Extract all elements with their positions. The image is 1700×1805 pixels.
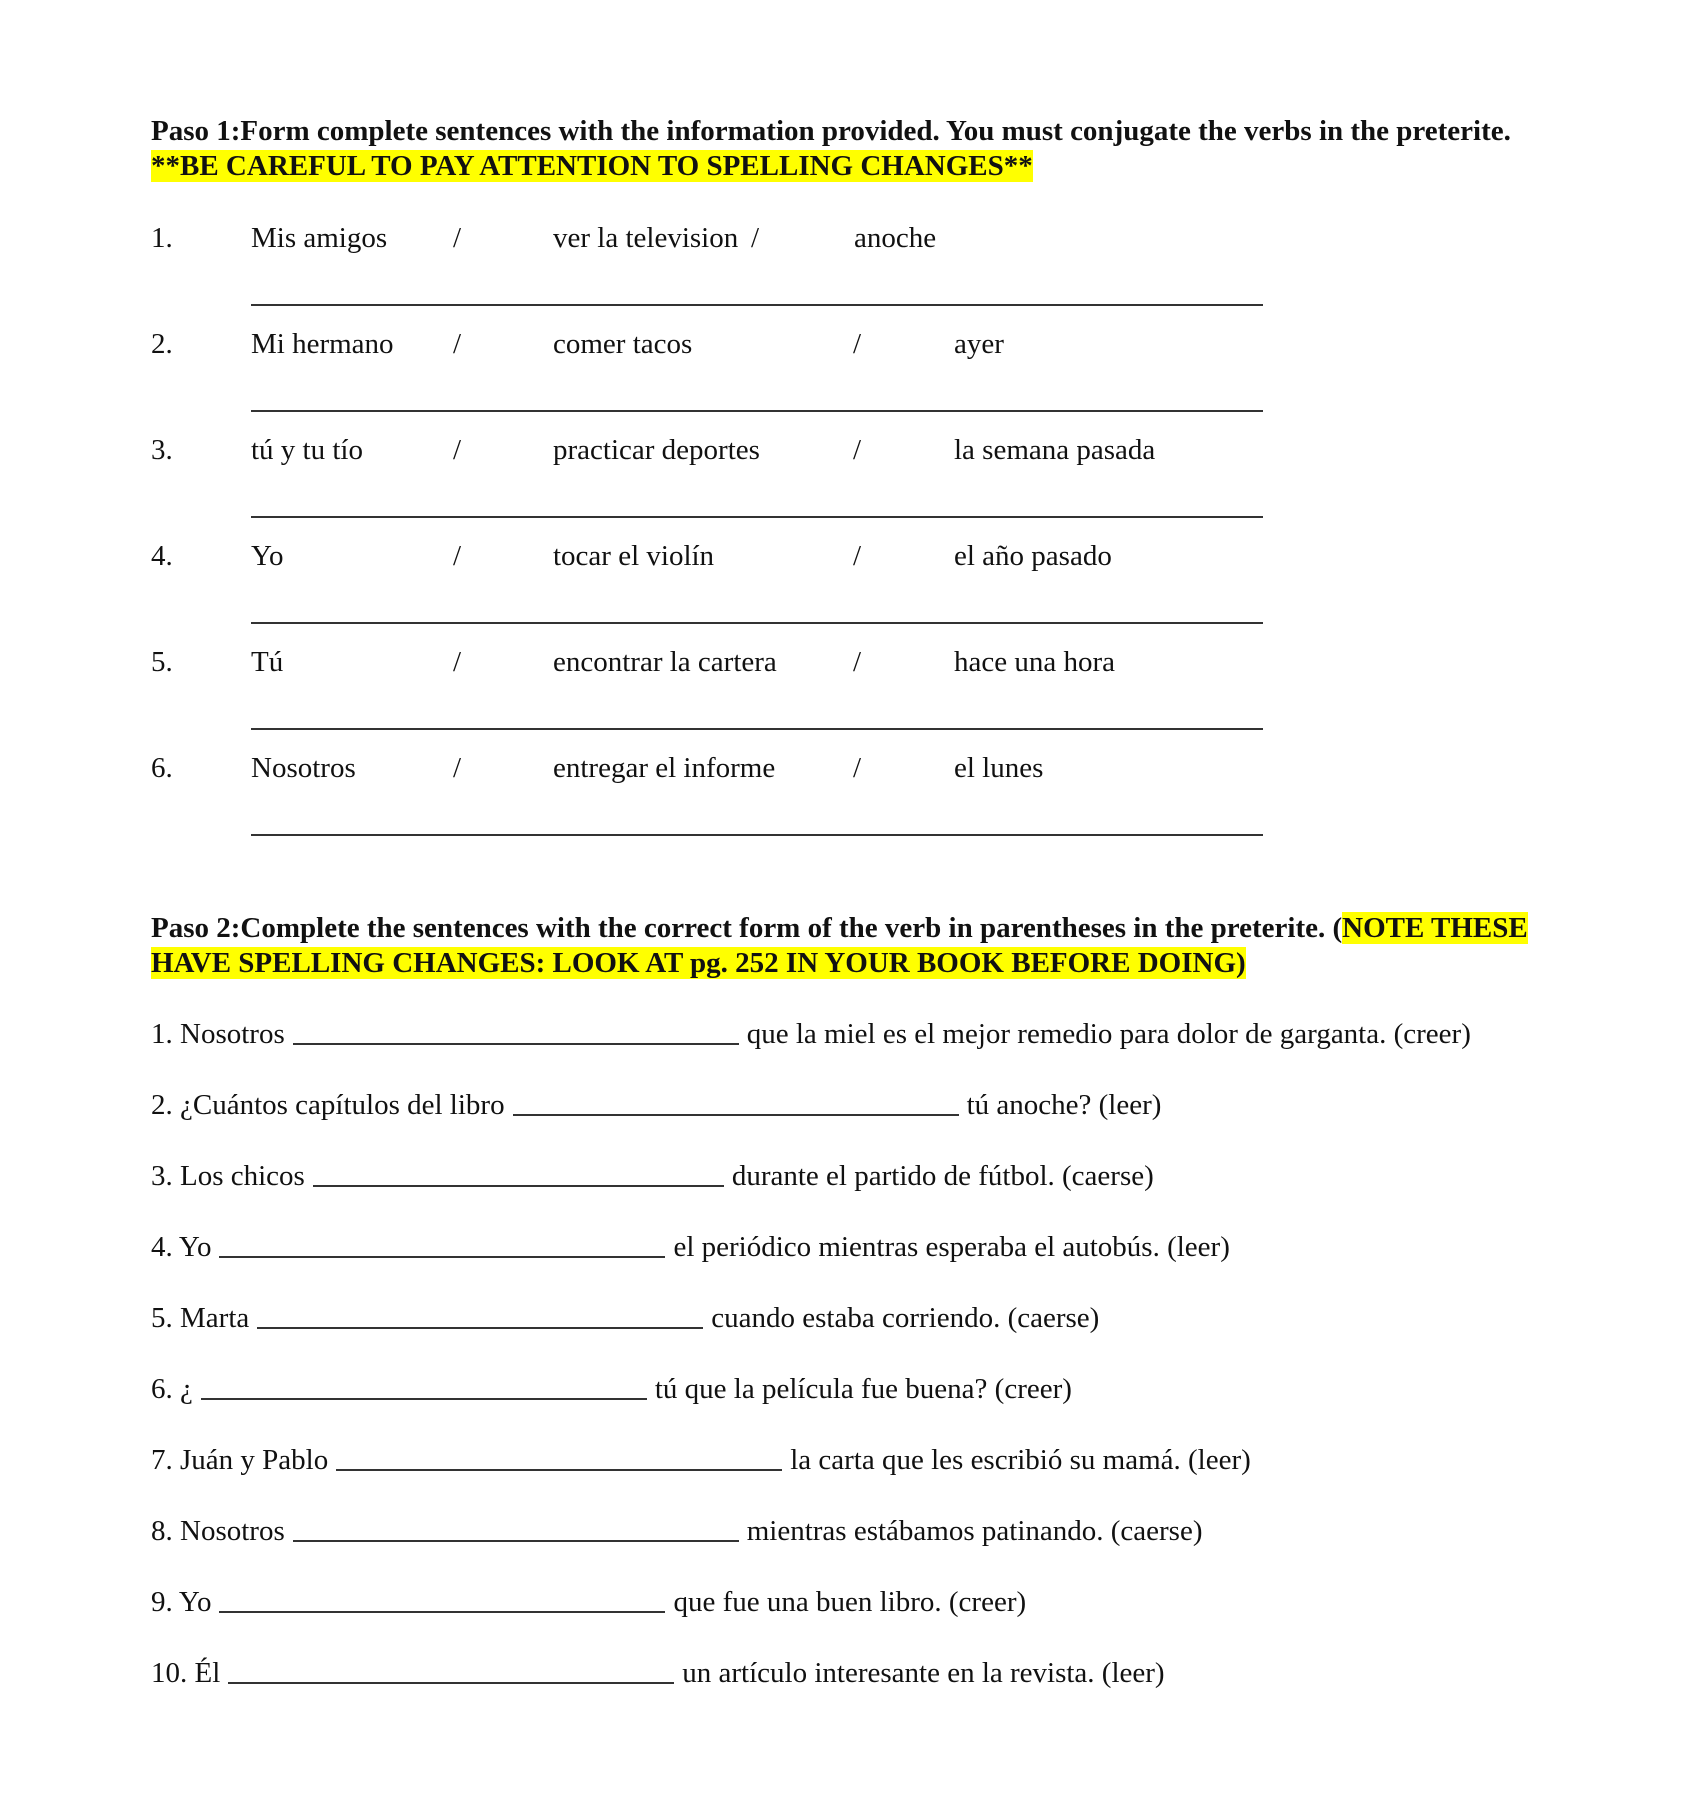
paso2-item [151, 1657, 1165, 1697]
item-prompt: 8. Nosotros [151, 1515, 285, 1547]
paso1-item [151, 222, 1351, 262]
paso2-item [151, 1302, 1099, 1342]
answer-line[interactable] [251, 622, 1263, 624]
answer-blank[interactable] [513, 1114, 959, 1116]
item-continuation: tú anoche? (leer) [966, 1089, 1162, 1121]
answer-line[interactable] [251, 834, 1263, 836]
item-prompt: 4. Yo [151, 1231, 212, 1263]
answer-blank[interactable] [257, 1327, 703, 1329]
answer-blank[interactable] [201, 1398, 647, 1400]
item-number: 1. [151, 222, 173, 254]
item-continuation: tú que la película fue buena? (creer) [654, 1373, 1072, 1405]
answer-line[interactable] [251, 728, 1263, 730]
paso1-heading-text: Paso 1:Form complete sentences with the information provided. You must conjugate the verbs in the preterite. [151, 115, 1511, 147]
paso2-item [151, 1515, 1203, 1555]
paso1-item [151, 752, 1351, 792]
item-time: hace una hora [954, 646, 1116, 678]
answer-blank[interactable] [336, 1469, 782, 1471]
paso1-item [151, 434, 1351, 474]
item-separator: / [453, 540, 462, 572]
item-verb: entregar el informe [553, 752, 776, 784]
item-separator: / [751, 222, 760, 254]
answer-blank[interactable] [219, 1611, 665, 1613]
answer-blank[interactable] [313, 1185, 724, 1187]
item-number: 6. [151, 752, 173, 784]
item-verb: comer tacos [553, 328, 693, 360]
item-time: el lunes [954, 752, 1044, 784]
answer-blank[interactable] [228, 1682, 674, 1684]
item-subject: Mis amigos [251, 222, 388, 254]
answer-blank[interactable] [293, 1043, 739, 1045]
paso1-item [151, 540, 1351, 580]
answer-line[interactable] [251, 410, 1263, 412]
item-continuation: que la miel es el mejor remedio para dolor de garganta. (creer) [746, 1018, 1471, 1050]
item-separator: / [853, 540, 862, 572]
item-verb: practicar deportes [553, 434, 760, 466]
paso1-heading [151, 114, 1551, 184]
paso2-heading [151, 911, 1551, 981]
item-separator: / [453, 752, 462, 784]
paso2-item [151, 1444, 1251, 1484]
item-time: la semana pasada [954, 434, 1156, 466]
item-continuation: la carta que les escribió su mamá. (leer) [790, 1444, 1251, 1476]
paso1-item [151, 646, 1351, 686]
answer-blank[interactable] [219, 1256, 665, 1258]
item-prompt: 2. ¿Cuántos capítulos del libro [151, 1089, 505, 1121]
item-subject: Nosotros [251, 752, 356, 784]
item-prompt: 7. Juán y Pablo [151, 1444, 329, 1476]
paso2-item [151, 1160, 1154, 1200]
item-number: 2. [151, 328, 173, 360]
item-verb: ver la television [553, 222, 739, 254]
paso1-heading-highlight: **BE CAREFUL TO PAY ATTENTION TO SPELLING CHANGES** [151, 150, 1033, 182]
item-prompt: 6. ¿ [151, 1373, 193, 1405]
item-continuation: que fue una buen libro. (creer) [673, 1586, 1027, 1618]
item-subject: Tú [251, 646, 284, 678]
item-number: 4. [151, 540, 173, 572]
item-number: 3. [151, 434, 173, 466]
item-verb: tocar el violín [553, 540, 715, 572]
item-continuation: mientras estábamos patinando. (caerse) [746, 1515, 1203, 1547]
item-separator: / [853, 646, 862, 678]
item-prompt: 3. Los chicos [151, 1160, 305, 1192]
item-prompt: 9. Yo [151, 1586, 212, 1618]
paso2-item [151, 1373, 1072, 1413]
item-separator: / [853, 328, 862, 360]
paso2-heading-text: Paso 2:Complete the sentences with the correct form of the verb in parentheses in the preterite. ( [151, 912, 1343, 944]
paso1-item [151, 328, 1351, 368]
answer-line[interactable] [251, 516, 1263, 518]
item-verb: encontrar la cartera [553, 646, 777, 678]
item-separator: / [853, 434, 862, 466]
item-separator: / [453, 328, 462, 360]
item-prompt: 10. Él [151, 1657, 221, 1689]
item-continuation: durante el partido de fútbol. (caerse) [731, 1160, 1154, 1192]
item-subject: Yo [251, 540, 284, 572]
item-separator: / [453, 222, 462, 254]
item-subject: tú y tu tío [251, 434, 363, 466]
paso2-item [151, 1586, 1026, 1626]
answer-blank[interactable] [293, 1540, 739, 1542]
item-continuation: el periódico mientras esperaba el autobús. (leer) [673, 1231, 1230, 1263]
item-separator: / [453, 646, 462, 678]
item-subject: Mi hermano [251, 328, 394, 360]
item-separator: / [453, 434, 462, 466]
item-continuation: un artículo interesante en la revista. (leer) [682, 1657, 1165, 1689]
paso2-item [151, 1089, 1161, 1129]
paso2-heading-highlight: NOTE THESE HAVE SPELLING CHANGES: LOOK AT pg. 252 IN YOUR BOOK BEFORE DOING) [151, 912, 1528, 979]
item-continuation: cuando estaba corriendo. (caerse) [711, 1302, 1100, 1334]
item-prompt: 1. Nosotros [151, 1018, 285, 1050]
item-number: 5. [151, 646, 173, 678]
item-time: anoche [854, 222, 937, 254]
item-separator: / [853, 752, 862, 784]
answer-line[interactable] [251, 304, 1263, 306]
item-time: el año pasado [954, 540, 1112, 572]
item-time: ayer [954, 328, 1004, 360]
item-prompt: 5. Marta [151, 1302, 250, 1334]
paso2-item [151, 1018, 1471, 1058]
paso2-item [151, 1231, 1230, 1271]
